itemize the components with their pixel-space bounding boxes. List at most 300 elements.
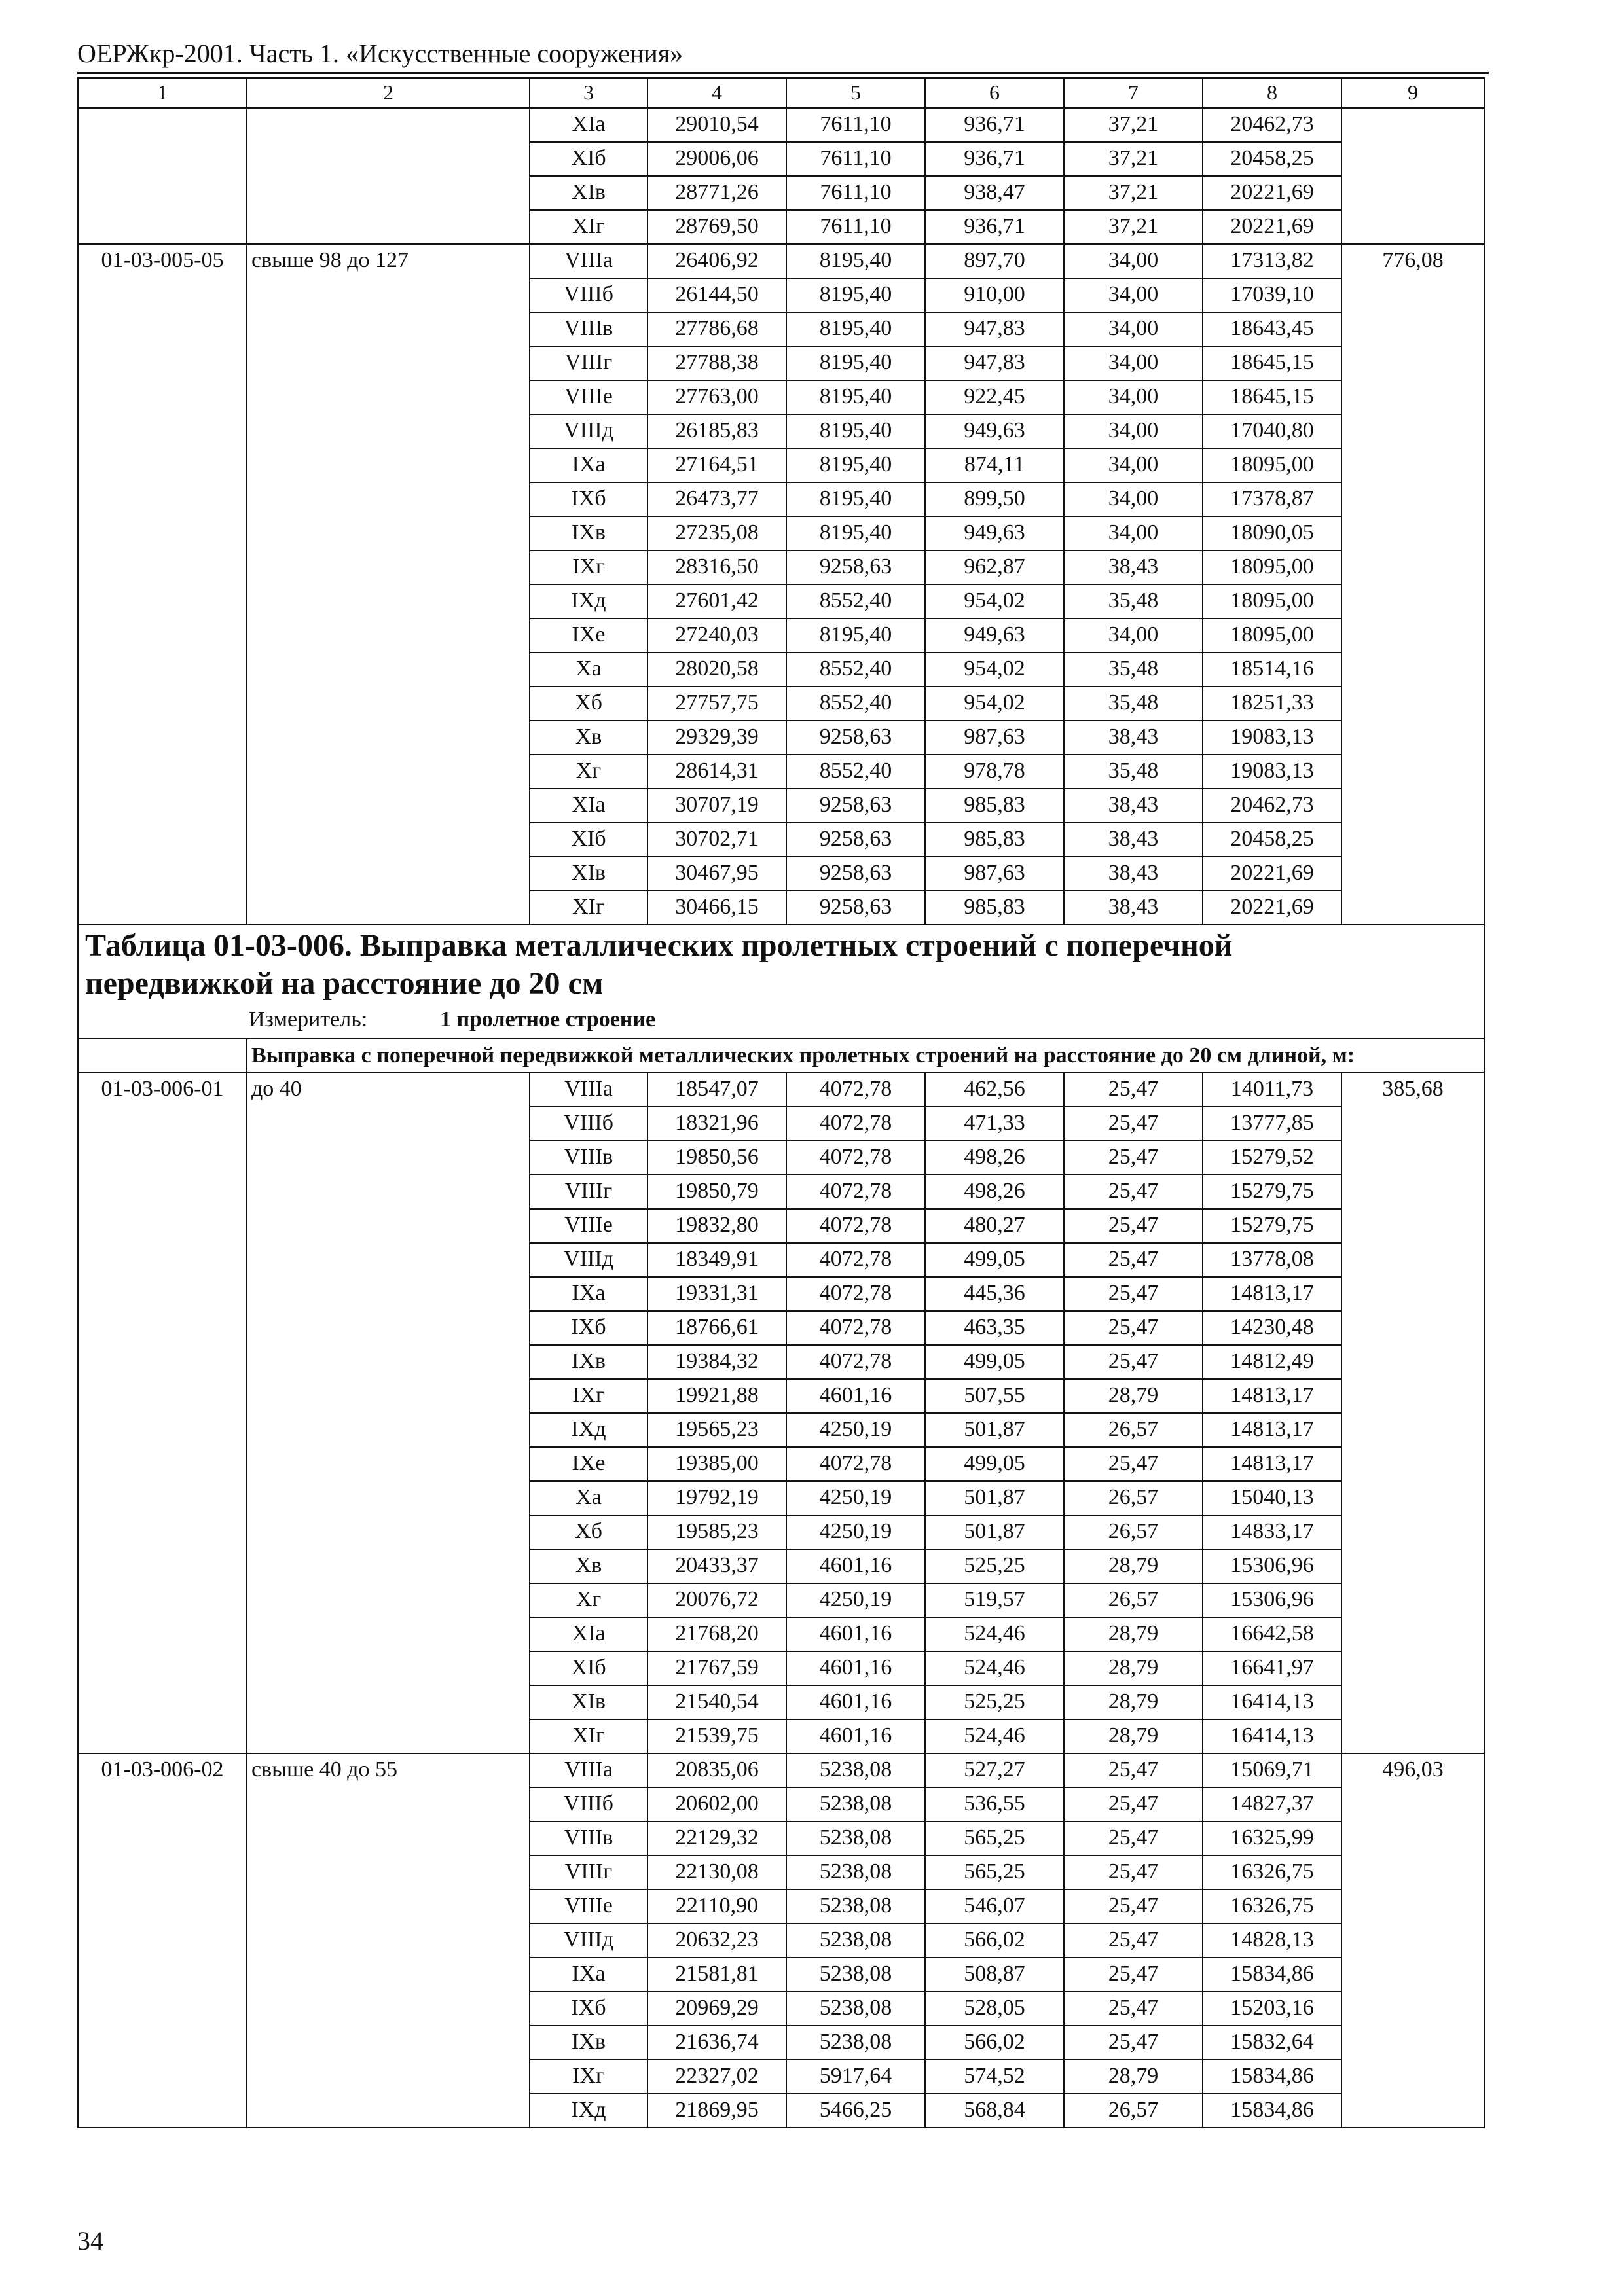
value-cell: 962,87 bbox=[925, 550, 1064, 584]
value-cell: 15306,96 bbox=[1203, 1549, 1341, 1583]
value-cell: 8195,40 bbox=[786, 244, 925, 278]
rate-name-empty bbox=[247, 108, 530, 244]
value-cell: 20221,69 bbox=[1203, 857, 1341, 891]
value-cell: 8552,40 bbox=[786, 653, 925, 687]
value-cell: 15834,86 bbox=[1203, 2060, 1341, 2094]
table-row bbox=[78, 1753, 1484, 1787]
value-cell: 27240,03 bbox=[647, 619, 786, 653]
value-cell: 18643,45 bbox=[1203, 312, 1341, 346]
value-cell: 20462,73 bbox=[1203, 108, 1341, 142]
value-cell: 34,00 bbox=[1064, 414, 1203, 448]
value-cell: 4250,19 bbox=[786, 1583, 925, 1617]
value-cell: 480,27 bbox=[925, 1209, 1064, 1243]
category-cell: IXа bbox=[530, 1958, 647, 1992]
value-cell: 954,02 bbox=[925, 687, 1064, 721]
value-cell: 38,43 bbox=[1064, 721, 1203, 755]
value-cell: 4601,16 bbox=[786, 1549, 925, 1583]
value-cell: 25,47 bbox=[1064, 1992, 1203, 2026]
value-cell: 20602,00 bbox=[647, 1787, 786, 1821]
value-cell: 445,36 bbox=[925, 1277, 1064, 1311]
value-cell: 987,63 bbox=[925, 857, 1064, 891]
value-cell: 4072,78 bbox=[786, 1345, 925, 1379]
value-cell: 9258,63 bbox=[786, 823, 925, 857]
value-cell: 5238,08 bbox=[786, 1821, 925, 1856]
value-cell: 18090,05 bbox=[1203, 516, 1341, 550]
meter-line bbox=[85, 1005, 1477, 1034]
value-cell: 987,63 bbox=[925, 721, 1064, 755]
value-cell: 26,57 bbox=[1064, 2094, 1203, 2128]
col9-value: 776,08 bbox=[1341, 244, 1484, 925]
category-cell: Xа bbox=[530, 1481, 647, 1515]
value-cell: 28771,26 bbox=[647, 176, 786, 210]
column-number: 6 bbox=[925, 78, 1064, 108]
category-cell: IXб bbox=[530, 1311, 647, 1345]
value-cell: 19792,19 bbox=[647, 1481, 786, 1515]
value-cell: 20632,23 bbox=[647, 1924, 786, 1958]
column-number: 1 bbox=[78, 78, 247, 108]
value-cell: 27164,51 bbox=[647, 448, 786, 482]
table-row bbox=[78, 1073, 1484, 1107]
value-cell: 4601,16 bbox=[786, 1719, 925, 1753]
value-cell: 8195,40 bbox=[786, 619, 925, 653]
value-cell: 28020,58 bbox=[647, 653, 786, 687]
value-cell: 9258,63 bbox=[786, 857, 925, 891]
value-cell: 16414,13 bbox=[1203, 1685, 1341, 1719]
header-rule bbox=[77, 72, 1489, 74]
value-cell: 26144,50 bbox=[647, 278, 786, 312]
category-cell: XIа bbox=[530, 1617, 647, 1651]
category-cell: VIIIб bbox=[530, 278, 647, 312]
value-cell: 28,79 bbox=[1064, 1549, 1203, 1583]
value-cell: 30466,15 bbox=[647, 891, 786, 925]
value-cell: 18349,91 bbox=[647, 1243, 786, 1277]
value-cell: 7611,10 bbox=[786, 210, 925, 244]
value-cell: 524,46 bbox=[925, 1719, 1064, 1753]
value-cell: 28614,31 bbox=[647, 755, 786, 789]
value-cell: 35,48 bbox=[1064, 687, 1203, 721]
column-number: 5 bbox=[786, 78, 925, 108]
value-cell: 14828,13 bbox=[1203, 1924, 1341, 1958]
rate-code: 01-03-006-01 bbox=[78, 1073, 247, 1753]
value-cell: 15279,75 bbox=[1203, 1175, 1341, 1209]
category-cell: VIIIе bbox=[530, 1209, 647, 1243]
value-cell: 949,63 bbox=[925, 414, 1064, 448]
value-cell: 20221,69 bbox=[1203, 891, 1341, 925]
category-cell: XIв bbox=[530, 857, 647, 891]
value-cell: 22327,02 bbox=[647, 2060, 786, 2094]
value-cell: 14833,17 bbox=[1203, 1515, 1341, 1549]
value-cell: 13777,85 bbox=[1203, 1107, 1341, 1141]
value-cell: 26,57 bbox=[1064, 1481, 1203, 1515]
value-cell: 4072,78 bbox=[786, 1107, 925, 1141]
value-cell: 507,55 bbox=[925, 1379, 1064, 1413]
value-cell: 37,21 bbox=[1064, 142, 1203, 176]
value-cell: 499,05 bbox=[925, 1345, 1064, 1379]
column-number: 7 bbox=[1064, 78, 1203, 108]
column-number: 3 bbox=[530, 78, 647, 108]
value-cell: 910,00 bbox=[925, 278, 1064, 312]
value-cell: 28316,50 bbox=[647, 550, 786, 584]
value-cell: 25,47 bbox=[1064, 1175, 1203, 1209]
page-number: 34 bbox=[77, 2226, 103, 2255]
value-cell: 897,70 bbox=[925, 244, 1064, 278]
value-cell: 536,55 bbox=[925, 1787, 1064, 1821]
value-cell: 985,83 bbox=[925, 891, 1064, 925]
value-cell: 463,35 bbox=[925, 1311, 1064, 1345]
value-cell: 35,48 bbox=[1064, 755, 1203, 789]
category-cell: IXд bbox=[530, 584, 647, 619]
value-cell: 4601,16 bbox=[786, 1651, 925, 1685]
value-cell: 949,63 bbox=[925, 619, 1064, 653]
meter-label: Измеритель: bbox=[249, 1007, 368, 1031]
rate-name: до 40 bbox=[247, 1073, 530, 1753]
value-cell: 28769,50 bbox=[647, 210, 786, 244]
category-cell: XIв bbox=[530, 176, 647, 210]
rate-code: 01-03-006-02 bbox=[78, 1753, 247, 2128]
category-cell: IXе bbox=[530, 619, 647, 653]
value-cell: 25,47 bbox=[1064, 1447, 1203, 1481]
value-cell: 18251,33 bbox=[1203, 687, 1341, 721]
value-cell: 21869,95 bbox=[647, 2094, 786, 2128]
value-cell: 4072,78 bbox=[786, 1447, 925, 1481]
value-cell: 9258,63 bbox=[786, 550, 925, 584]
value-cell: 978,78 bbox=[925, 755, 1064, 789]
value-cell: 27757,75 bbox=[647, 687, 786, 721]
value-cell: 8195,40 bbox=[786, 380, 925, 414]
value-cell: 25,47 bbox=[1064, 1787, 1203, 1821]
value-cell: 21767,59 bbox=[647, 1651, 786, 1685]
value-cell: 26,57 bbox=[1064, 1413, 1203, 1447]
value-cell: 18095,00 bbox=[1203, 550, 1341, 584]
value-cell: 16641,97 bbox=[1203, 1651, 1341, 1685]
value-cell: 19850,56 bbox=[647, 1141, 786, 1175]
value-cell: 4072,78 bbox=[786, 1311, 925, 1345]
value-cell: 8195,40 bbox=[786, 312, 925, 346]
value-cell: 949,63 bbox=[925, 516, 1064, 550]
value-cell: 28,79 bbox=[1064, 1379, 1203, 1413]
value-cell: 524,46 bbox=[925, 1651, 1064, 1685]
value-cell: 574,52 bbox=[925, 2060, 1064, 2094]
value-cell: 5238,08 bbox=[786, 1958, 925, 1992]
value-cell: 14827,37 bbox=[1203, 1787, 1341, 1821]
value-cell: 4250,19 bbox=[786, 1515, 925, 1549]
rate-code-empty bbox=[78, 108, 247, 244]
value-cell: 19832,80 bbox=[647, 1209, 786, 1243]
value-cell: 25,47 bbox=[1064, 1890, 1203, 1924]
category-cell: VIIIб bbox=[530, 1107, 647, 1141]
value-cell: 18766,61 bbox=[647, 1311, 786, 1345]
category-cell: XIб bbox=[530, 823, 647, 857]
rate-name: свыше 98 до 127 bbox=[247, 244, 530, 925]
value-cell: 14011,73 bbox=[1203, 1073, 1341, 1107]
category-cell: IXа bbox=[530, 448, 647, 482]
category-cell: IXд bbox=[530, 1413, 647, 1447]
category-cell: IXа bbox=[530, 1277, 647, 1311]
value-cell: 16326,75 bbox=[1203, 1890, 1341, 1924]
value-cell: 21539,75 bbox=[647, 1719, 786, 1753]
category-cell: Xа bbox=[530, 653, 647, 687]
value-cell: 19083,13 bbox=[1203, 721, 1341, 755]
value-cell: 5238,08 bbox=[786, 1856, 925, 1890]
value-cell: 9258,63 bbox=[786, 789, 925, 823]
value-cell: 37,21 bbox=[1064, 108, 1203, 142]
value-cell: 25,47 bbox=[1064, 1209, 1203, 1243]
col9-value: 496,03 bbox=[1341, 1753, 1484, 2128]
value-cell: 26,57 bbox=[1064, 1515, 1203, 1549]
value-cell: 26473,77 bbox=[647, 482, 786, 516]
value-cell: 34,00 bbox=[1064, 380, 1203, 414]
column-number: 8 bbox=[1203, 78, 1341, 108]
rates-table bbox=[77, 77, 1485, 2128]
value-cell: 501,87 bbox=[925, 1413, 1064, 1447]
value-cell: 14813,17 bbox=[1203, 1413, 1341, 1447]
value-cell: 4601,16 bbox=[786, 1379, 925, 1413]
category-cell: Xв bbox=[530, 1549, 647, 1583]
category-cell: VIIIв bbox=[530, 1821, 647, 1856]
value-cell: 17039,10 bbox=[1203, 278, 1341, 312]
category-cell: VIIIв bbox=[530, 1141, 647, 1175]
value-cell: 16414,13 bbox=[1203, 1719, 1341, 1753]
table-title-line-2: передвижкой на расстояние до 20 см bbox=[85, 966, 604, 1001]
value-cell: 936,71 bbox=[925, 210, 1064, 244]
value-cell: 566,02 bbox=[925, 1924, 1064, 1958]
category-cell: VIIIг bbox=[530, 346, 647, 380]
value-cell: 499,05 bbox=[925, 1447, 1064, 1481]
value-cell: 19331,31 bbox=[647, 1277, 786, 1311]
value-cell: 21768,20 bbox=[647, 1617, 786, 1651]
value-cell: 25,47 bbox=[1064, 1243, 1203, 1277]
value-cell: 471,33 bbox=[925, 1107, 1064, 1141]
value-cell: 524,46 bbox=[925, 1617, 1064, 1651]
value-cell: 7611,10 bbox=[786, 108, 925, 142]
value-cell: 38,43 bbox=[1064, 550, 1203, 584]
value-cell: 20076,72 bbox=[647, 1583, 786, 1617]
category-cell: VIIIд bbox=[530, 414, 647, 448]
value-cell: 25,47 bbox=[1064, 1958, 1203, 1992]
value-cell: 35,48 bbox=[1064, 584, 1203, 619]
category-cell: XIг bbox=[530, 891, 647, 925]
value-cell: 498,26 bbox=[925, 1175, 1064, 1209]
category-cell: IXг bbox=[530, 550, 647, 584]
value-cell: 4601,16 bbox=[786, 1617, 925, 1651]
value-cell: 16326,75 bbox=[1203, 1856, 1341, 1890]
category-cell: XIб bbox=[530, 142, 647, 176]
value-cell: 938,47 bbox=[925, 176, 1064, 210]
value-cell: 525,25 bbox=[925, 1685, 1064, 1719]
category-cell: XIа bbox=[530, 108, 647, 142]
value-cell: 28,79 bbox=[1064, 1685, 1203, 1719]
column-number-row bbox=[78, 78, 1484, 108]
value-cell: 14812,49 bbox=[1203, 1345, 1341, 1379]
value-cell: 25,47 bbox=[1064, 1924, 1203, 1958]
category-cell: IXд bbox=[530, 2094, 647, 2128]
value-cell: 4072,78 bbox=[786, 1243, 925, 1277]
category-cell: IXе bbox=[530, 1447, 647, 1481]
value-cell: 508,87 bbox=[925, 1958, 1064, 1992]
description-row bbox=[78, 1039, 1484, 1073]
value-cell: 8195,40 bbox=[786, 346, 925, 380]
value-cell: 27763,00 bbox=[647, 380, 786, 414]
value-cell: 899,50 bbox=[925, 482, 1064, 516]
value-cell: 947,83 bbox=[925, 312, 1064, 346]
value-cell: 936,71 bbox=[925, 142, 1064, 176]
value-cell: 4072,78 bbox=[786, 1277, 925, 1311]
value-cell: 15832,64 bbox=[1203, 2026, 1341, 2060]
description-blank bbox=[78, 1039, 247, 1073]
value-cell: 5917,64 bbox=[786, 2060, 925, 2094]
value-cell: 5238,08 bbox=[786, 1924, 925, 1958]
value-cell: 18095,00 bbox=[1203, 619, 1341, 653]
value-cell: 985,83 bbox=[925, 789, 1064, 823]
value-cell: 18095,00 bbox=[1203, 448, 1341, 482]
value-cell: 947,83 bbox=[925, 346, 1064, 380]
value-cell: 4250,19 bbox=[786, 1481, 925, 1515]
value-cell: 25,47 bbox=[1064, 1107, 1203, 1141]
category-cell: VIIIа bbox=[530, 1073, 647, 1107]
category-cell: XIа bbox=[530, 789, 647, 823]
value-cell: 8195,40 bbox=[786, 278, 925, 312]
value-cell: 8552,40 bbox=[786, 687, 925, 721]
value-cell: 15279,75 bbox=[1203, 1209, 1341, 1243]
category-cell: Xб bbox=[530, 1515, 647, 1549]
value-cell: 4072,78 bbox=[786, 1209, 925, 1243]
value-cell: 498,26 bbox=[925, 1141, 1064, 1175]
value-cell: 15069,71 bbox=[1203, 1753, 1341, 1787]
value-cell: 5238,08 bbox=[786, 2026, 925, 2060]
value-cell: 18645,15 bbox=[1203, 380, 1341, 414]
value-cell: 25,47 bbox=[1064, 2026, 1203, 2060]
value-cell: 525,25 bbox=[925, 1549, 1064, 1583]
table-row bbox=[78, 244, 1484, 278]
category-cell: XIб bbox=[530, 1651, 647, 1685]
value-cell: 954,02 bbox=[925, 584, 1064, 619]
value-cell: 38,43 bbox=[1064, 823, 1203, 857]
category-cell: Xг bbox=[530, 755, 647, 789]
category-cell: VIIIа bbox=[530, 1753, 647, 1787]
value-cell: 568,84 bbox=[925, 2094, 1064, 2128]
value-cell: 5238,08 bbox=[786, 1787, 925, 1821]
value-cell: 34,00 bbox=[1064, 312, 1203, 346]
column-number: 4 bbox=[647, 78, 786, 108]
value-cell: 20458,25 bbox=[1203, 142, 1341, 176]
value-cell: 34,00 bbox=[1064, 244, 1203, 278]
value-cell: 546,07 bbox=[925, 1890, 1064, 1924]
value-cell: 28,79 bbox=[1064, 1617, 1203, 1651]
category-cell: Xг bbox=[530, 1583, 647, 1617]
value-cell: 4072,78 bbox=[786, 1073, 925, 1107]
value-cell: 34,00 bbox=[1064, 278, 1203, 312]
rate-code: 01-03-005-05 bbox=[78, 244, 247, 925]
value-cell: 25,47 bbox=[1064, 1856, 1203, 1890]
value-cell: 38,43 bbox=[1064, 857, 1203, 891]
value-cell: 25,47 bbox=[1064, 1073, 1203, 1107]
value-cell: 20433,37 bbox=[647, 1549, 786, 1583]
rate-name: свыше 40 до 55 bbox=[247, 1753, 530, 2128]
value-cell: 9258,63 bbox=[786, 721, 925, 755]
category-cell: VIIIб bbox=[530, 1787, 647, 1821]
category-cell: XIг bbox=[530, 210, 647, 244]
value-cell: 25,47 bbox=[1064, 1141, 1203, 1175]
value-cell: 28,79 bbox=[1064, 1651, 1203, 1685]
value-cell: 5238,08 bbox=[786, 1753, 925, 1787]
value-cell: 5238,08 bbox=[786, 1890, 925, 1924]
value-cell: 29329,39 bbox=[647, 721, 786, 755]
value-cell: 20462,73 bbox=[1203, 789, 1341, 823]
value-cell: 8195,40 bbox=[786, 448, 925, 482]
table-description: Выправка с поперечной передвижкой металлических пролетных строений на расстояние до 20 см длиной, м: bbox=[247, 1039, 1484, 1073]
value-cell: 14230,48 bbox=[1203, 1311, 1341, 1345]
category-cell: VIIIа bbox=[530, 244, 647, 278]
value-cell: 25,47 bbox=[1064, 1345, 1203, 1379]
value-cell: 34,00 bbox=[1064, 346, 1203, 380]
value-cell: 9258,63 bbox=[786, 891, 925, 925]
value-cell: 8195,40 bbox=[786, 482, 925, 516]
value-cell: 18321,96 bbox=[647, 1107, 786, 1141]
value-cell: 15203,16 bbox=[1203, 1992, 1341, 2026]
category-cell: VIIIв bbox=[530, 312, 647, 346]
value-cell: 15040,13 bbox=[1203, 1481, 1341, 1515]
value-cell: 17313,82 bbox=[1203, 244, 1341, 278]
value-cell: 25,47 bbox=[1064, 1753, 1203, 1787]
value-cell: 19083,13 bbox=[1203, 755, 1341, 789]
column-number: 9 bbox=[1341, 78, 1484, 108]
category-cell: XIг bbox=[530, 1719, 647, 1753]
value-cell: 874,11 bbox=[925, 448, 1064, 482]
value-cell: 26406,92 bbox=[647, 244, 786, 278]
value-cell: 7611,10 bbox=[786, 142, 925, 176]
value-cell: 34,00 bbox=[1064, 482, 1203, 516]
col9-value: 385,68 bbox=[1341, 1073, 1484, 1753]
value-cell: 27786,68 bbox=[647, 312, 786, 346]
value-cell: 19850,79 bbox=[647, 1175, 786, 1209]
value-cell: 8195,40 bbox=[786, 414, 925, 448]
table-heading-row bbox=[78, 925, 1484, 1039]
value-cell: 19384,32 bbox=[647, 1345, 786, 1379]
category-cell: IXб bbox=[530, 1992, 647, 2026]
value-cell: 30467,95 bbox=[647, 857, 786, 891]
value-cell: 5466,25 bbox=[786, 2094, 925, 2128]
meter-value: 1 пролетное строение bbox=[440, 1007, 656, 1031]
value-cell: 19565,23 bbox=[647, 1413, 786, 1447]
value-cell: 27601,42 bbox=[647, 584, 786, 619]
value-cell: 20458,25 bbox=[1203, 823, 1341, 857]
category-cell: VIIIд bbox=[530, 1924, 647, 1958]
value-cell: 29010,54 bbox=[647, 108, 786, 142]
value-cell: 17378,87 bbox=[1203, 482, 1341, 516]
category-cell: IXг bbox=[530, 2060, 647, 2094]
value-cell: 20221,69 bbox=[1203, 210, 1341, 244]
value-cell: 34,00 bbox=[1064, 448, 1203, 482]
value-cell: 38,43 bbox=[1064, 789, 1203, 823]
value-cell: 19921,88 bbox=[647, 1379, 786, 1413]
value-cell: 501,87 bbox=[925, 1481, 1064, 1515]
value-cell: 25,47 bbox=[1064, 1821, 1203, 1856]
col9-empty bbox=[1341, 108, 1484, 244]
category-cell: VIIIд bbox=[530, 1243, 647, 1277]
value-cell: 16325,99 bbox=[1203, 1821, 1341, 1856]
value-cell: 4072,78 bbox=[786, 1141, 925, 1175]
category-cell: IXб bbox=[530, 482, 647, 516]
value-cell: 18547,07 bbox=[647, 1073, 786, 1107]
category-cell: IXв bbox=[530, 1345, 647, 1379]
table-body bbox=[78, 78, 1484, 2128]
value-cell: 19385,00 bbox=[647, 1447, 786, 1481]
value-cell: 922,45 bbox=[925, 380, 1064, 414]
category-cell: VIIIг bbox=[530, 1856, 647, 1890]
value-cell: 22110,90 bbox=[647, 1890, 786, 1924]
value-cell: 19585,23 bbox=[647, 1515, 786, 1549]
value-cell: 27235,08 bbox=[647, 516, 786, 550]
